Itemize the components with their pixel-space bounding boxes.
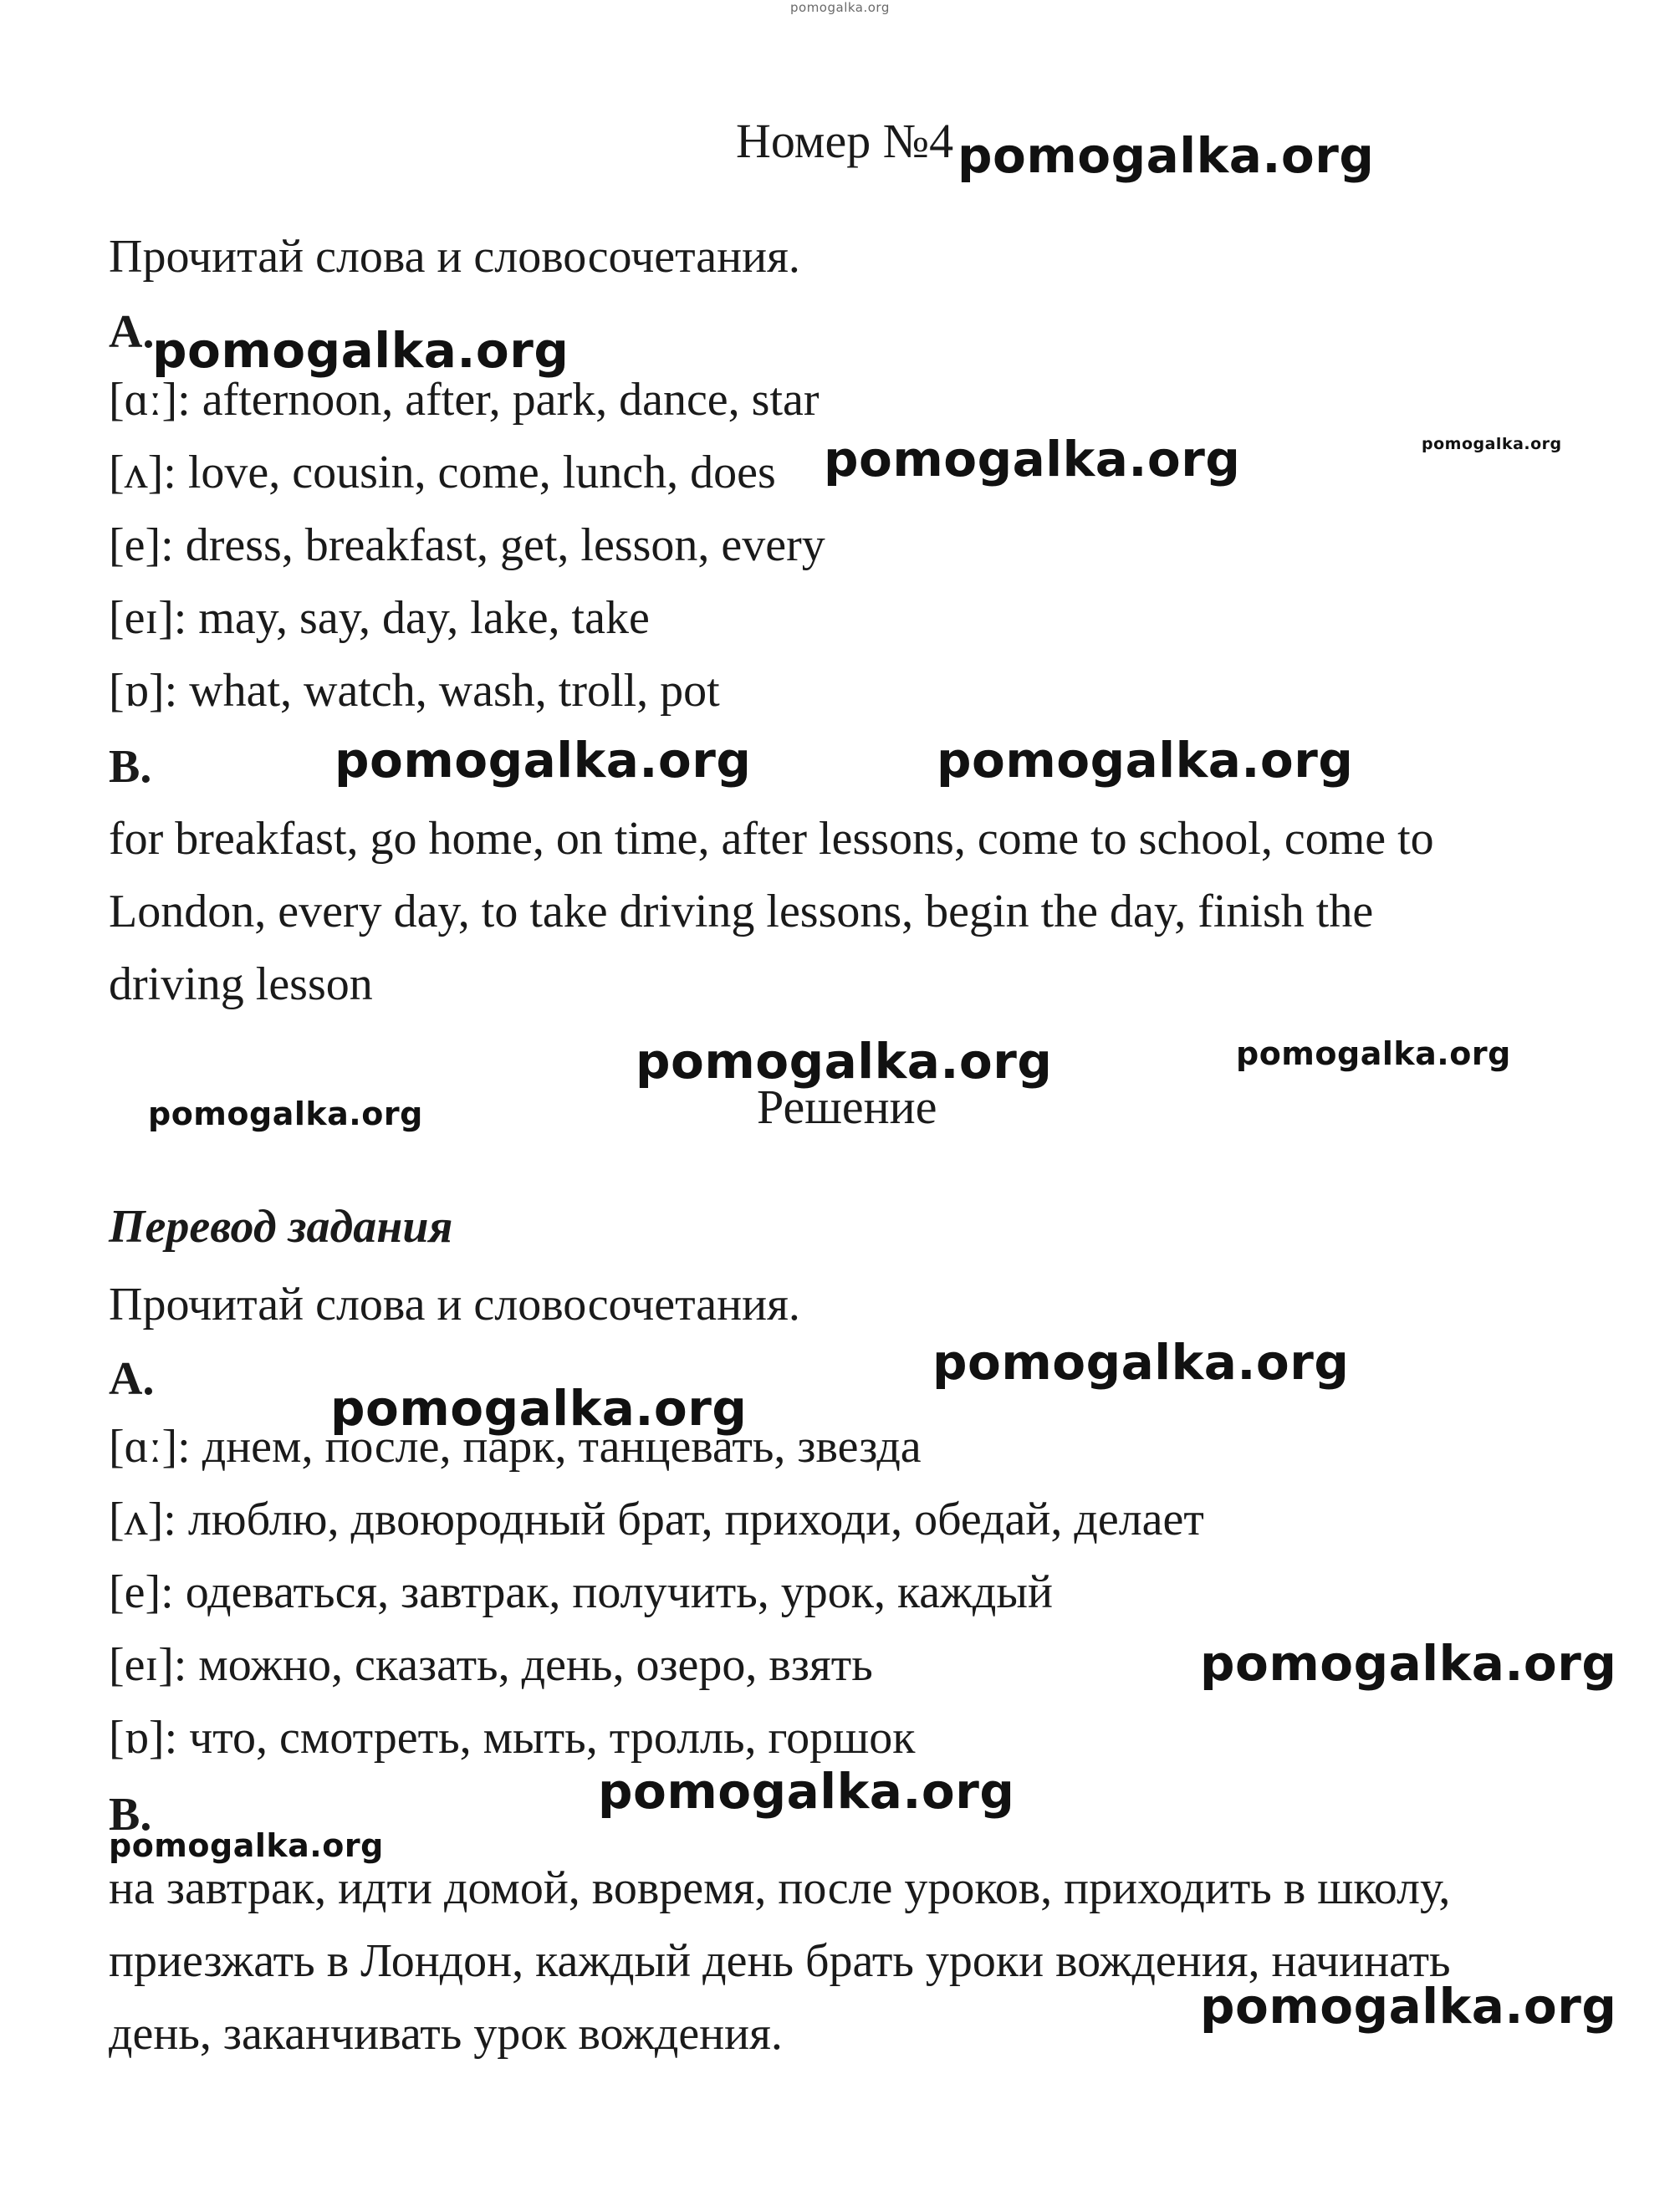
watermark-top: pomogalka.org bbox=[790, 0, 890, 15]
task-section-a-label: A. bbox=[109, 306, 155, 358]
task-a-line: [eɪ]: may, say, day, lake, take bbox=[109, 592, 650, 644]
solution-a-line: [eɪ]: можно, сказать, день, озеро, взять bbox=[109, 1639, 873, 1691]
task-a-line: [ɒ]: what, watch, wash, troll, pot bbox=[109, 665, 720, 717]
solution-a-line: [e]: одеваться, завтрак, получить, урок, каждый bbox=[109, 1566, 1053, 1618]
task-a-line: [ɑː]: afternoon, after, park, dance, star bbox=[109, 374, 820, 426]
task-section-b-label: B. bbox=[109, 741, 152, 793]
solution-heading: Решение bbox=[757, 1080, 937, 1134]
solution-a-line: [ʌ]: люблю, двоюродный брат, приходи, обедай, делает bbox=[109, 1494, 1204, 1545]
solution-b-line: день, заканчивать урок вождения. bbox=[109, 2008, 783, 2060]
solution-instruction: Прочитай слова и словосочетания. bbox=[109, 1279, 800, 1330]
solution-section-b-label: B. bbox=[109, 1789, 152, 1841]
task-b-line: London, every day, to take driving lessons, begin the day, finish the bbox=[109, 886, 1374, 937]
translation-heading: Перевод задания bbox=[109, 1201, 453, 1253]
watermark: pomogalka.org bbox=[330, 1380, 748, 1437]
task-a-line: [e]: dress, breakfast, get, lesson, every bbox=[109, 519, 825, 571]
watermark: pomogalka.org bbox=[1200, 1635, 1617, 1692]
watermark: pomogalka.org bbox=[824, 431, 1241, 488]
task-b-line: driving lesson bbox=[109, 958, 373, 1010]
watermark: pomogalka.org bbox=[598, 1763, 1015, 1820]
solution-b-line: приезжать в Лондон, каждый день брать уроки вождения, начинать bbox=[109, 1935, 1451, 1987]
solution-section-a bbox=[109, 1411, 1572, 1775]
solution-a-line: [ɒ]: что, смотреть, мыть, тролль, горшок bbox=[109, 1712, 916, 1764]
watermark: pomogalka.org bbox=[1236, 1035, 1511, 1072]
page-title: Номер №4 bbox=[736, 114, 954, 168]
task-section-b bbox=[109, 803, 1572, 1021]
solution-a-line: [ɑː]: днем, после, парк, танцевать, звезда bbox=[109, 1421, 922, 1473]
watermark: pomogalka.org bbox=[334, 732, 752, 789]
task-instruction: Прочитай слова и словосочетания. bbox=[109, 231, 800, 283]
watermark: pomogalka.org bbox=[1200, 1978, 1617, 2035]
watermark: pomogalka.org bbox=[109, 1827, 384, 1864]
watermark: pomogalka.org bbox=[1422, 435, 1562, 453]
solution-section-b bbox=[109, 1852, 1572, 2071]
watermark: pomogalka.org bbox=[152, 322, 569, 379]
watermark: pomogalka.org bbox=[636, 1033, 1053, 1090]
solution-b-line: на завтрак, идти домой, вовремя, после уроков, приходить в школу, bbox=[109, 1862, 1451, 1914]
watermark: pomogalka.org bbox=[932, 1334, 1350, 1391]
task-section-a bbox=[109, 364, 1572, 728]
solution-section-a-label: A. bbox=[109, 1353, 155, 1405]
task-b-line: for breakfast, go home, on time, after lessons, come to school, come to bbox=[109, 813, 1434, 865]
watermark: pomogalka.org bbox=[937, 732, 1354, 789]
watermark: pomogalka.org bbox=[148, 1096, 423, 1132]
task-a-line: [ʌ]: love, cousin, come, lunch, does bbox=[109, 447, 776, 498]
watermark: pomogalka.org bbox=[957, 127, 1375, 184]
